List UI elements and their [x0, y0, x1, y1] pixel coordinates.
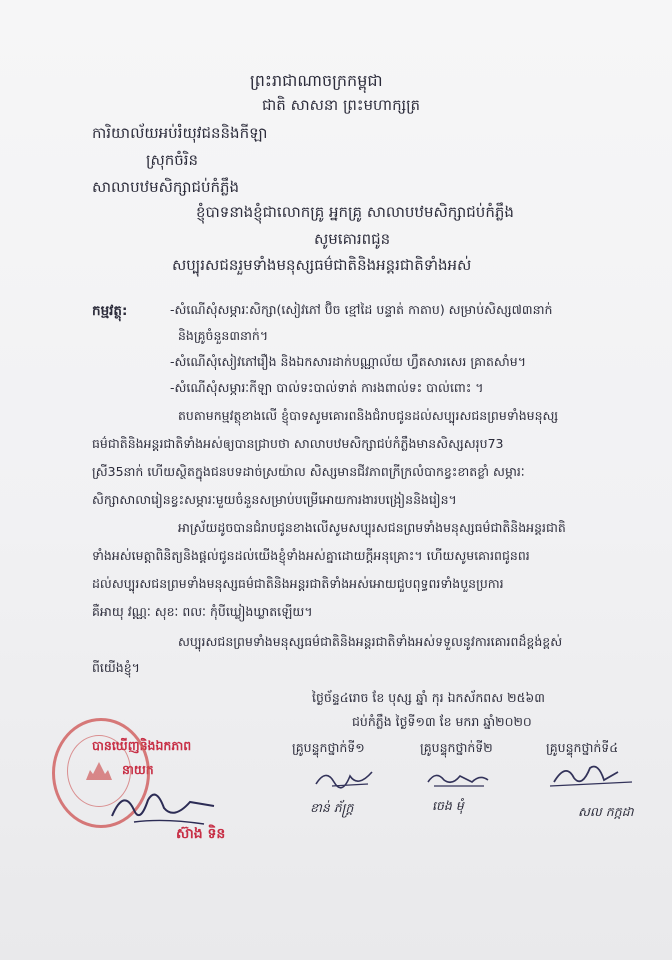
salutation-line1: ខ្ញុំបាទនាងខ្ញុំជាលោកគ្រូ អ្នកគ្រូ សាលាបឋមសិក្សាជប់កំភ្លឹង	[196, 203, 514, 221]
body-line: ស្រី35នាក់ ហើយស្ថិតក្នុងជនបទដាច់ស្រយ៉ាល សិស្សមានជីវភាពក្រីក្រលំបាកខ្វះខាតខ្លាំ សម្ភារៈ	[92, 464, 525, 479]
school-name: សាលាបឋមសិក្សាជប់កំភ្លឹង	[92, 178, 240, 196]
subject-label: កម្មវត្ថុ:	[92, 303, 128, 319]
director-name: ស៊ាង ទិន	[176, 826, 226, 842]
director-label: នាយក	[122, 762, 154, 777]
lunar-date: ថ្ងៃច័ន្ទ៤រោច ខែ បុស្ស ឆ្នាំ កុរ ឯកស័កពស ២៥៦៣	[312, 690, 545, 705]
teacher-signature-grade1	[312, 764, 382, 794]
salutation-line2: សូមគោរពជូន	[314, 230, 391, 248]
teacher-name-grade2: ចេង មុំ	[432, 798, 464, 813]
body-line: អាស្រ័យដូចបានជំរាបជូនខាងលើសូមសប្បុរសជនព្រមទាំងមនុស្សធម៌ជាតិនិងអន្តរជាតិ	[178, 520, 566, 535]
solar-date: ជប់កំភ្លឹង ថ្ងៃទី១៣ ខែ មករា ឆ្នាំ២០២០	[352, 714, 532, 729]
body-line: សិក្សាសាលារៀនខ្វះសម្ភារៈមួយចំនួនសម្រាប់បម្រើអោយការងារបង្រៀននិងរៀន។	[92, 492, 457, 507]
body-line: តបតាមកម្មវត្ថុខាងលើ ខ្ញុំបាទសូមគោរពនិងជំរាបជូនដល់សប្បុរសជនព្រមទាំងមនុស្ស	[178, 408, 559, 423]
body-line: សប្បុរសជនព្រមទាំងមនុស្សធម៌ជាតិនិងអន្តរជាតិទាំងអស់ទទួលនូវការគោរពដ៏ខ្ពង់ខ្ពស់	[178, 634, 563, 649]
body-line: ធម៌ជាតិនិងអន្តរជាតិទាំងអស់ឲ្យបានជ្រាបថា សាលាបឋមសិក្សាជប់កំភ្លឹងមានសិស្សសរុប73	[92, 436, 504, 451]
approval-label: បានឃើញនិងឯកភាព	[92, 738, 192, 753]
kingdom-title: ព្រះរាជាណាចក្រកម្ពុជា	[250, 71, 383, 90]
director-signature	[104, 780, 224, 830]
body-line: ទាំងអស់មេត្តាពិនិត្យនិងផ្តល់ជូនដល់យើងខ្ញុំទាំងអស់គ្នាដោយក្តីអនុគ្រោះ។ ហើយសូមគោរពជូនពរ	[92, 548, 530, 563]
teacher-name-grade4: សល កក្កដា	[578, 804, 634, 819]
temple-icon	[84, 760, 114, 782]
body-line: ពីយើងខ្ញុំ។	[92, 660, 140, 675]
teacher-label-grade1: គ្រូបន្ទុកថ្នាក់ទី១	[292, 740, 365, 755]
subject-item: -សំណើសុំសម្ភារៈកីឡា បាល់ទះបាល់ទាត់ ការងពាល់ទះ បាល់ពោះ ។	[170, 380, 484, 395]
teacher-label-grade4: គ្រូបន្ទុកថ្នាក់ទី៤	[546, 740, 619, 755]
teacher-signature-grade2	[424, 764, 494, 794]
district-name: ស្រុកចំរិន	[146, 151, 199, 169]
body-line: ដល់សប្បុរសជនព្រមទាំងមនុស្សធម៌ជាតិនិងអន្តរជាតិទាំងអស់អោយជួបពុទ្ធពរទាំងបួនប្រការ	[92, 576, 504, 591]
teacher-name-grade1: ខាន់ ភ័ក្ត្រ	[310, 800, 354, 815]
subject-item: -សំណើសុំសម្ភារៈសិក្សា(សៀវភៅ ប៊ិច ខ្មៅដៃ បន្ទាត់ កាតាប) សម្រាប់សិស្ស៧៣នាក់	[170, 302, 553, 317]
teacher-label-grade2: គ្រូបន្ទុកថ្នាក់ទី២	[420, 740, 493, 755]
subject-item: -សំណើសុំសៀវភៅរឿង និងឯកសារដាក់បណ្ណាល័យ ហ្វឹតសារសេរ គ្រាតសាំម។	[170, 354, 526, 369]
office-name: ការិយាល័យអប់រំយុវជននិងកីឡា	[92, 124, 268, 142]
body-line: គឺអាយុ វណ្ណៈ សុខៈ ពលៈ កុំបីឃ្លៀងឃ្លាតឡើយ។	[92, 604, 313, 619]
motto: ជាតិ សាសនា ព្រះមហាក្សត្រ	[262, 96, 421, 114]
subject-item: និងគ្រូចំនួន៣នាក់។	[178, 328, 269, 343]
teacher-signature-grade4	[548, 758, 638, 794]
salutation-line3: សប្បុរសជនរួមទាំងមនុស្សធម៌ជាតិនិងអន្តរជាតិទាំងអស់	[172, 256, 472, 274]
